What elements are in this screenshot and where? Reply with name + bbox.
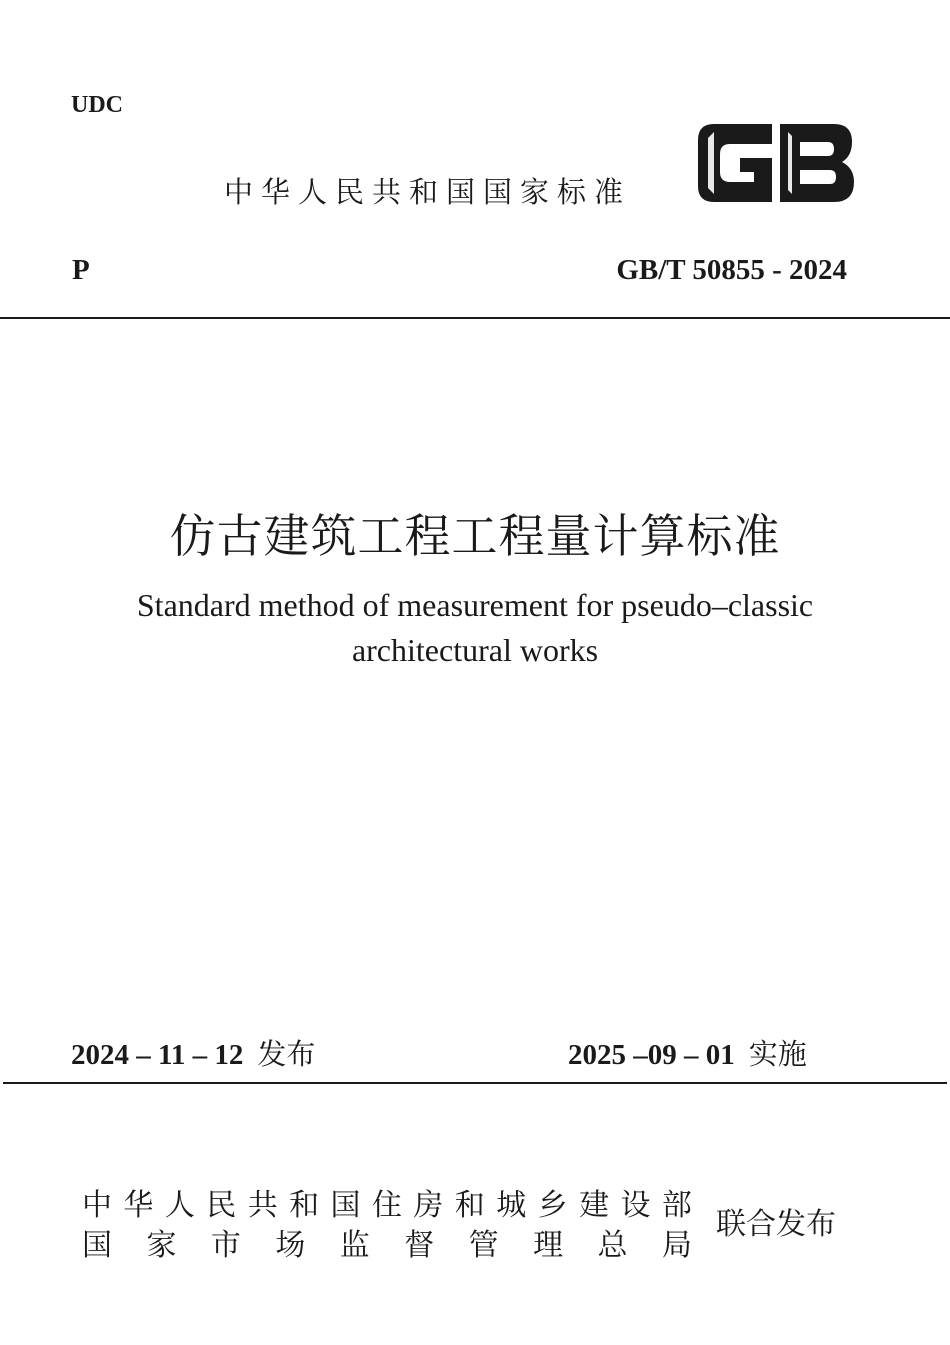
title-english-line2: architectural works (351, 632, 599, 668)
publisher-char: 部 (661, 1188, 692, 1223)
publisher-char: 总 (597, 1228, 628, 1263)
publisher-char: 民 (206, 1188, 237, 1223)
issue-date: 2024 – 11 – 12 (71, 1039, 244, 1071)
publisher-char: 督 (404, 1228, 435, 1263)
publisher-char: 城 (496, 1188, 527, 1223)
header-divider (0, 317, 950, 319)
publisher-char: 场 (275, 1228, 306, 1263)
publisher-char: 住 (371, 1188, 402, 1223)
issue-label: 发布 (257, 1037, 316, 1071)
publisher-char: 和 (289, 1188, 320, 1223)
implement-date: 2025 –09 – 01 (568, 1039, 735, 1071)
publisher-char: 共 (247, 1188, 278, 1223)
gb-logo-icon (694, 120, 856, 206)
publisher-char: 管 (468, 1228, 499, 1263)
joint-publish-label: 联合发布 (716, 1207, 836, 1242)
udc-label: UDC (71, 92, 123, 118)
classification-code: P (72, 254, 90, 286)
publisher-char: 国 (82, 1228, 112, 1263)
publisher-char: 中 (82, 1188, 112, 1223)
publisher-line-1 (82, 1180, 692, 1224)
implement-label: 实施 (748, 1037, 807, 1071)
publisher-char: 建 (579, 1188, 610, 1223)
publisher-line-2 (82, 1220, 692, 1264)
footer-divider (3, 1082, 947, 1084)
publisher-char: 人 (164, 1188, 195, 1223)
publisher-char: 设 (620, 1188, 651, 1223)
publisher-char: 监 (339, 1228, 370, 1263)
publisher-char: 华 (123, 1188, 154, 1223)
publisher-char: 和 (454, 1188, 485, 1223)
publisher-char: 国 (330, 1188, 361, 1223)
publisher-char: 市 (210, 1228, 241, 1263)
publisher-char: 局 (661, 1228, 692, 1263)
title-english-line1: Standard method of measurement for pseudo–classic (136, 587, 814, 623)
title-chinese: 仿古建筑工程工程量计算标准 (169, 509, 781, 563)
issue-date-block (71, 1032, 315, 1073)
publisher-char: 房 (413, 1188, 444, 1223)
national-standard-label: 中华人民共和国国家标准 (224, 175, 632, 209)
publisher-char: 家 (146, 1228, 177, 1263)
implement-date-block (568, 1032, 807, 1073)
standard-number: GB/T 50855 - 2024 (616, 254, 847, 286)
publisher-char: 理 (533, 1228, 564, 1263)
publisher-char: 乡 (537, 1188, 568, 1223)
